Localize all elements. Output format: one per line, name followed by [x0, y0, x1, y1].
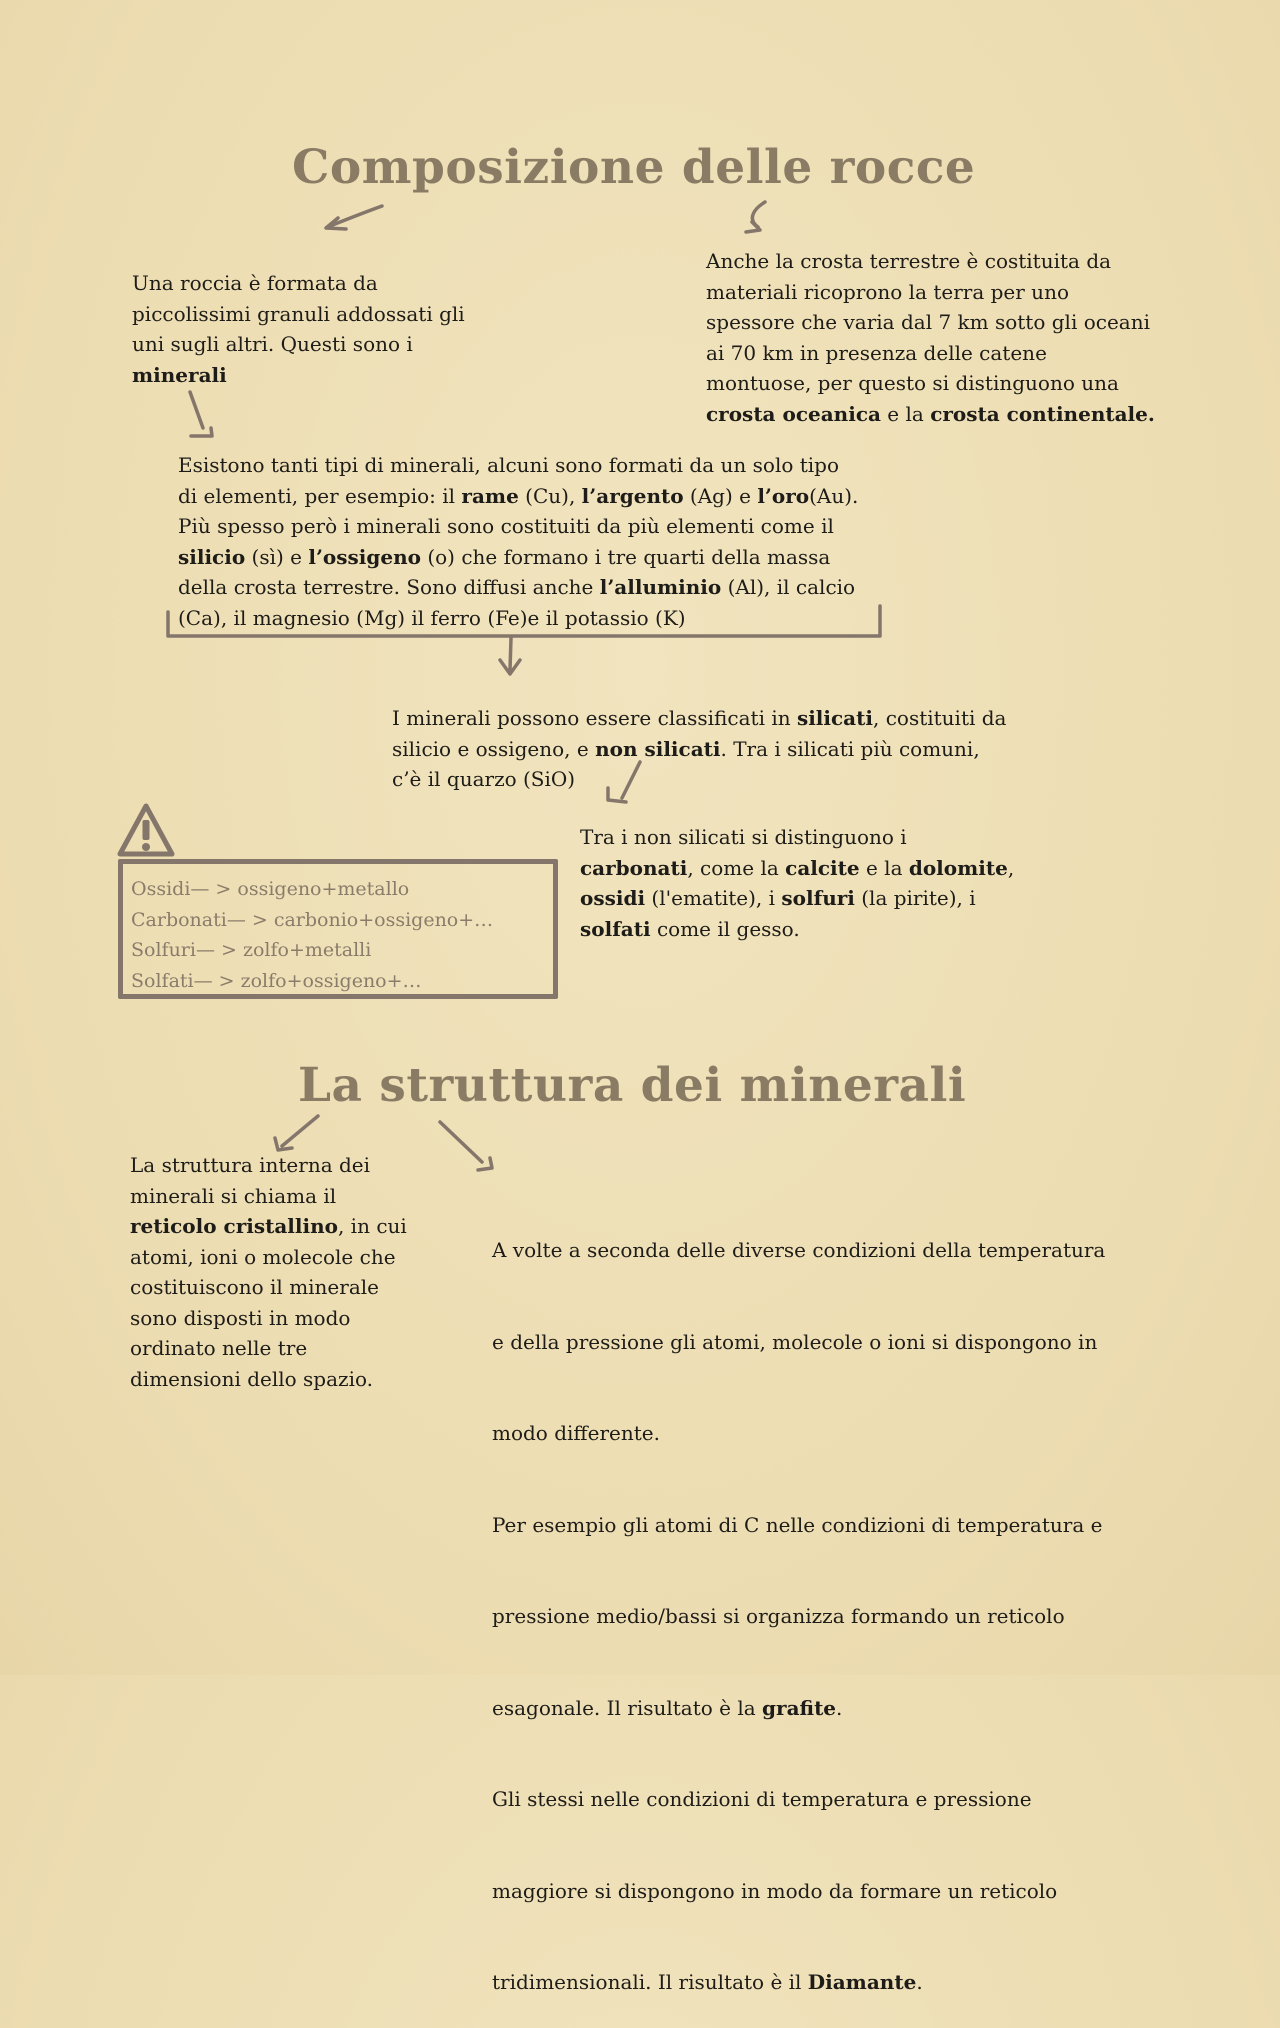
conditions-paragraph: [492, 1174, 1192, 2028]
section1-title: Composizione delle rocce: [292, 140, 976, 195]
crust-line-4: ai 70 km in presenza delle catene: [706, 340, 1047, 365]
arrow-title1-left: [330, 206, 382, 226]
arrow-bracket-head: [500, 660, 520, 674]
lattice-line-7: ordinato nelle tre: [130, 1336, 308, 1360]
minerals-line-2: di elementi, per esempio: il rame (Cu), l’argento (Ag) e l’oro(Au).: [178, 483, 859, 508]
crust-continental: crosta continentale.: [930, 401, 1155, 426]
rock-line-4: minerali: [132, 362, 227, 387]
rock-paragraph: [132, 268, 512, 390]
term-ossidi: ossidi: [580, 886, 646, 910]
term-solfati: solfati: [580, 916, 651, 941]
conditions-line-7: Gli stessi nelle condizioni di temperatura e pressione: [492, 1787, 1032, 1811]
rock-line-2: piccolissimi granuli addossati gli: [132, 301, 465, 326]
crust-paragraph: [706, 246, 1196, 429]
nonsilicates-line-1: Tra i non silicati si distinguono i: [580, 825, 907, 849]
rock-line-3: uni sugli altri. Questi sono i: [132, 332, 413, 356]
lattice-line-2: minerali si chiama il: [130, 1183, 337, 1208]
conditions-line-3: modo differente.: [492, 1421, 660, 1445]
conditions-line-1: A volte a seconda delle diverse condizioni della temperatura: [492, 1238, 1106, 1262]
term-argento: l’argento: [581, 483, 684, 508]
term-carbonati: carbonati: [580, 855, 688, 880]
crust-line-3: spessore che varia dal 7 km sotto gli oceani: [706, 310, 1150, 334]
lattice-line-5: costituiscono il minerale: [130, 1275, 379, 1299]
minerals-line-1: Esistono tanti tipi di minerali, alcuni sono formati da un solo tipo: [178, 453, 840, 477]
arrow-minerali-down: [190, 392, 203, 428]
arrow-title1-left-head: [326, 218, 346, 229]
term-oro: l’oro: [757, 483, 810, 508]
classification-line-1: I minerali possono essere classificati in silicati, costituiti da: [392, 706, 1007, 730]
arrow-title1-right-head: [746, 222, 760, 232]
legend-row-solfati: Solfati— > zolfo+ossigeno+…: [131, 969, 422, 992]
minerals-line-5: della crosta terrestre. Sono diffusi anche l’alluminio (Al), il calcio: [178, 575, 856, 599]
legend-row-carbonati: Carbonati— > carbonio+ossigeno+…: [131, 908, 494, 931]
term-silicati: silicati: [796, 706, 873, 730]
term-silicio: silicio: [178, 544, 246, 569]
conditions-line-4: Per esempio gli atomi di C nelle condizioni di temperatura e: [492, 1512, 1103, 1537]
arrow-minerali-head: [191, 428, 212, 436]
arrow-title2-left-head: [275, 1138, 292, 1150]
classification-line-3: c’è il quarzo (SiO): [392, 767, 576, 791]
lattice-line-6: sono disposti in modo: [130, 1305, 351, 1330]
conditions-line-6: esagonale. Il risultato è la grafite.: [492, 1695, 843, 1720]
legend-row-ossidi: Ossidi— > ossigeno+metallo: [131, 878, 410, 900]
nonsilicates-line-2: carbonati, come la calcite e la dolomite,: [580, 855, 1015, 880]
crust-line-5: montuose, per questo si distinguono una: [706, 371, 1119, 395]
lattice-line-3: reticolo cristallino, in cui: [130, 1214, 407, 1238]
section2-title: La struttura dei minerali: [298, 1058, 967, 1113]
conditions-line-8: maggiore si dispongono in modo da formare un reticolo: [492, 1878, 1058, 1903]
crust-line-6: [706, 399, 1196, 430]
minerals-paragraph: [178, 450, 918, 633]
arrow-bracket-down: [510, 638, 511, 670]
lattice-line-8: dimensioni dello spazio.: [130, 1366, 374, 1391]
term-alluminio: l’alluminio: [599, 575, 722, 599]
minerals-line-4: silicio (sì) e l’ossigeno (o) che formano i tre quarti della massa: [178, 544, 831, 569]
conditions-line-9: tridimensionali. Il risultato è il Diamante.: [492, 1970, 923, 1994]
term-calcite: calcite: [785, 855, 860, 880]
classification-paragraph: [392, 703, 1072, 795]
nonsilicates-line-3: ossidi (l'ematite), i solfuri (la pirite), i: [580, 886, 976, 910]
crust-line-1: Anche la crosta terrestre è costituita da: [706, 249, 1112, 273]
classification-line-2: silicio e ossigeno, e non silicati. Tra i silicati più comuni,: [392, 736, 980, 761]
nonsilicates-paragraph: [580, 822, 1060, 944]
term-dolomite: dolomite: [908, 855, 1008, 880]
rock-line-1: Una roccia è formata da: [132, 271, 378, 295]
term-grafite: grafite: [762, 1695, 837, 1720]
term-non-silicati: non silicati: [595, 736, 721, 761]
term-reticolo-cristallino: reticolo cristallino: [130, 1214, 338, 1238]
term-solfuri: solfuri: [781, 886, 855, 910]
crust-conj: e la: [880, 401, 931, 426]
term-rame: rame: [461, 483, 519, 508]
arrow-title2-right: [440, 1122, 482, 1162]
conditions-line-2: e della pressione gli atomi, molecole o ioni si dispongono in: [492, 1329, 1098, 1354]
legend-row-solfuri: Solfuri— > zolfo+metalli: [131, 939, 372, 961]
crust-oceanic: crosta oceanica: [706, 401, 881, 426]
conditions-line-5: pressione medio/bassi si organizza formando un reticolo: [492, 1604, 1065, 1628]
term-diamante: Diamante: [807, 1970, 917, 1994]
arrow-title1-right: [752, 202, 765, 227]
crust-line-2: materiali ricoprono la terra per uno: [706, 279, 1069, 304]
mineral-classes-box: [118, 859, 558, 999]
lattice-line-1: La struttura interna dei: [130, 1153, 371, 1177]
lattice-paragraph: [130, 1150, 430, 1394]
minerals-line-3: Più spesso però i minerali sono costituiti da più elementi come il: [178, 514, 834, 538]
arrow-title2-left: [282, 1116, 318, 1146]
arrow-title2-right-head: [478, 1158, 492, 1170]
lattice-line-4: atomi, ioni o molecole che: [130, 1244, 396, 1269]
term-ossigeno: l’ossigeno: [308, 544, 421, 569]
nonsilicates-line-4: solfati come il gesso.: [580, 916, 800, 941]
minerals-line-6: (Ca), il magnesio (Mg) il ferro (Fe)e il potassio (K): [178, 605, 686, 630]
warning-icon: [116, 802, 176, 858]
